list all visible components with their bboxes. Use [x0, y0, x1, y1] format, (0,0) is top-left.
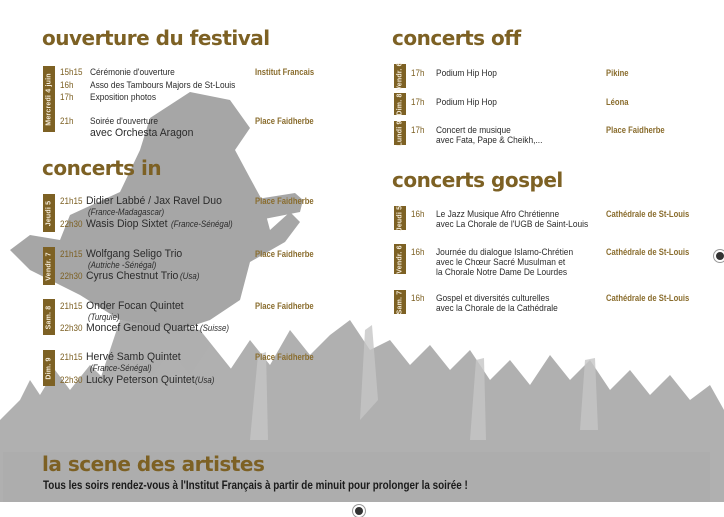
day-badge: Vendr. 6	[394, 64, 406, 88]
event-venue: Cathédrale de St-Louis	[606, 209, 690, 219]
event-venue: Place Faidherbe	[255, 301, 314, 311]
event-origin: (France-Madagascar)	[88, 207, 165, 217]
event-act: Gospel et diversités culturelles	[436, 293, 550, 304]
event-act: Le Jazz Musique Afro Chrétienne	[436, 209, 560, 220]
event-time: 16h	[411, 293, 425, 304]
registration-mark-icon	[353, 505, 365, 517]
event-act-line2: avec La Chorale de l'UGB de Saint-Louis	[436, 219, 589, 230]
section-title-concerts-gospel: concerts gospel	[392, 168, 563, 192]
event-origin: (Autriche -Sénégal)	[88, 260, 157, 270]
day-badge: Mercredi 4 juin	[43, 66, 55, 132]
event-venue: Institut Francais	[255, 67, 315, 77]
section-title-concerts-in: concerts in	[42, 156, 162, 180]
event-act: Podium Hip Hop	[436, 97, 497, 108]
event-act: Hervé Samb Quintet	[86, 351, 181, 363]
event-time: 21h15	[60, 196, 83, 207]
section-title-concerts-off: concerts off	[392, 26, 521, 50]
registration-mark-icon	[714, 250, 724, 262]
day-badge: Vendr. 6	[394, 244, 406, 274]
event-act: Soirée d'ouverture	[90, 116, 159, 127]
event-origin: (Suisse)	[200, 323, 230, 333]
event-venue: Léona	[606, 97, 629, 107]
event-origin: (Turquie)	[88, 312, 120, 322]
event-time: 22h30	[60, 219, 83, 230]
event-origin: (France-Sénégal)	[90, 363, 152, 373]
event-time: 17h	[60, 92, 74, 103]
event-time: 22h30	[60, 375, 83, 386]
event-act: Lucky Peterson Quintet	[86, 374, 195, 386]
event-time: 21h15	[60, 352, 83, 363]
event-act: Concert de musique	[436, 125, 511, 136]
event-act: Asso des Tambours Majors de St-Louis	[90, 80, 236, 91]
event-act-line2: avec Fata, Pape & Cheikh,...	[436, 135, 543, 146]
event-origin: (Usa)	[180, 271, 200, 281]
section-title-ouverture: ouverture du festival	[42, 26, 270, 50]
event-act: Moncef Genoud Quartet	[86, 322, 199, 334]
event-time: 17h	[411, 97, 425, 108]
event-venue: Place Faidherbe	[255, 116, 314, 126]
event-venue: Place Faidherbe	[255, 249, 314, 259]
event-origin: (Usa)	[195, 375, 215, 385]
event-time: 16h	[411, 209, 425, 220]
event-venue: Place Faidherbe	[255, 196, 314, 206]
event-venue: Cathédrale de St-Louis	[606, 293, 690, 303]
event-origin: (France-Sénégal)	[171, 219, 233, 229]
event-time: 22h30	[60, 271, 83, 282]
event-act: Wolfgang Seligo Trio	[86, 248, 183, 260]
day-badge: Sam. 7	[394, 290, 406, 314]
event-time: 17h	[411, 125, 425, 136]
event-act: Wasis Diop Sixtet	[86, 218, 168, 230]
day-badge: Jeudi 5	[394, 206, 406, 230]
event-venue: Place Faidherbe	[255, 352, 314, 362]
event-act: Cyrus Chestnut Trio	[86, 270, 179, 282]
day-badge: Vendr. 7	[43, 247, 55, 285]
event-act: Cérémonie d'ouverture	[90, 67, 175, 78]
event-act-line2: avec le Chœur Sacré Musulman et	[436, 257, 566, 268]
section-title-scene-artistes: la scene des artistes	[42, 452, 265, 476]
day-badge: Dim. 8	[394, 93, 406, 115]
event-time: 22h30	[60, 323, 83, 334]
event-venue: Cathédrale de St-Louis	[606, 247, 690, 257]
day-badge: Jeudi 5	[43, 194, 55, 232]
event-act-line2: avec la Chorale de la Cathédrale	[436, 303, 558, 314]
event-time: 21h15	[60, 301, 83, 312]
event-act-line2: avec Orchesta Aragon	[90, 127, 194, 139]
event-time: 15h15	[60, 67, 83, 78]
event-act: Didier Labbé / Jax Ravel Duo	[86, 195, 222, 207]
day-badge: Dim. 9	[43, 350, 55, 386]
footer-text: Tous les soirs rendez-vous à l'Institut Français à partir de minuit pour prolonger la soirée !	[43, 480, 468, 492]
event-time: 21h15	[60, 249, 83, 260]
event-act-line3: la Chorale Notre Dame De Lourdes	[436, 267, 568, 278]
day-badge: Lundi 9	[394, 121, 406, 145]
event-time: 16h	[411, 247, 425, 258]
event-venue: Pikine	[606, 68, 629, 78]
event-act: Exposition photos	[90, 92, 156, 103]
event-act: Journée du dialogue Islamo-Chrétien	[436, 247, 574, 258]
day-badge: Sam. 8	[43, 299, 55, 335]
event-act: Onder Focan Quintet	[86, 300, 184, 312]
event-time: 21h	[60, 116, 74, 127]
event-venue: Place Faidherbe	[606, 125, 665, 135]
event-time: 16h	[60, 80, 74, 91]
event-time: 17h	[411, 68, 425, 79]
event-act: Podium Hip Hop	[436, 68, 497, 79]
